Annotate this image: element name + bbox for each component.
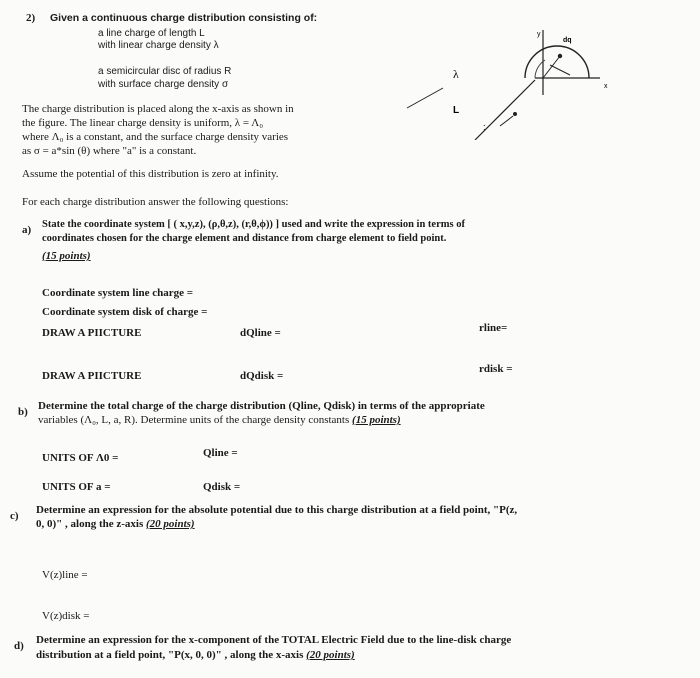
x-axis-label: x xyxy=(604,83,608,90)
surface-density-text: with surface charge density σ xyxy=(98,79,229,90)
part-d-text-2-body: distribution at a field point, "P(x, 0, 0)" , along the x-axis xyxy=(36,649,307,661)
line-element-mark xyxy=(500,116,513,126)
units-lambda-label: UNITS OF Λ0 = xyxy=(42,452,119,464)
part-b-text-2 xyxy=(38,414,401,427)
part-d-points: (20 points) xyxy=(306,649,355,661)
line-charge-text: a line charge of length L xyxy=(98,28,205,39)
part-a-label: a) xyxy=(22,224,32,236)
part-c-label: c) xyxy=(10,510,19,522)
problem-number: 2) xyxy=(26,12,36,24)
part-a-points: (15 points) xyxy=(42,250,91,262)
desc-line-1: The charge distribution is placed along the x-axis as shown in xyxy=(22,103,294,115)
disc-radius-line xyxy=(543,56,560,78)
lambda-label: λ xyxy=(453,67,459,81)
desc-line-3: where Λ₀ is a constant, and the surface charge density varies xyxy=(22,131,289,143)
r-line-label: rline= xyxy=(479,322,508,334)
linear-density-text: with linear charge density λ xyxy=(98,40,219,51)
line-charge-left-segment xyxy=(407,88,443,108)
L-label: L xyxy=(453,105,460,116)
part-a-text-1: State the coordinate system [ ( x,y,z), (ρ,θ,z), (r,θ,ϕ)) ] used and write the expression in terms of xyxy=(42,219,465,230)
dq-label: dq xyxy=(563,37,572,44)
dq-point xyxy=(558,54,562,58)
desc-line-2: the figure. The linear charge density is uniform, λ = Λ₀ xyxy=(22,117,264,129)
for-each-text: For each charge distribution answer the following questions: xyxy=(22,196,289,208)
v-disk-label: V(z)disk = xyxy=(42,610,90,622)
part-c-text-1: Determine an expression for the absolute potential due to this charge distribution at a field point, "P(z, xyxy=(36,504,518,516)
part-b-text-2-body: variables (Λ₀, L, a, R). Determine units of the charge density constants xyxy=(38,414,353,426)
part-b-text-1: Determine the total charge of the charge distribution (Qline, Qdisk) in terms of the appropriate xyxy=(38,400,485,412)
draw-picture-1: DRAW A PIICTURE xyxy=(42,327,142,339)
units-a-label: UNITS OF a = xyxy=(42,481,111,493)
draw-picture-2: DRAW A PIICTURE xyxy=(42,370,142,382)
semicircular-disc xyxy=(525,46,589,78)
coord-line-label: Coordinate system line charge = xyxy=(42,287,194,299)
part-c-points: (20 points) xyxy=(146,518,195,530)
dq-disk-label: dQdisk = xyxy=(240,370,284,382)
part-a-text-2: coordinates chosen for the charge element and distance from charge element to field point. xyxy=(42,233,447,244)
disc-text: a semicircular disc of radius R xyxy=(98,66,232,77)
part-d-text-2 xyxy=(36,649,355,662)
q-disk-label: Qdisk = xyxy=(203,481,241,493)
assume-text: Assume the potential of this distribution is zero at infinity. xyxy=(22,168,279,180)
line-charge-point xyxy=(513,112,517,116)
part-c-text-2 xyxy=(36,518,195,531)
dq-line-label: dQline = xyxy=(240,327,281,339)
part-c-text-2-body: 0, 0)" , along the z-axis xyxy=(36,518,146,530)
desc-line-4: as σ = a*sin (θ) where "a" is a constant. xyxy=(22,145,197,157)
y-axis-label: y xyxy=(537,31,541,38)
coord-disk-label: Coordinate system disk of charge = xyxy=(42,306,208,318)
part-d-text-1: Determine an expression for the x-component of the TOTAL Electric Field due to the line-disk charge xyxy=(36,634,512,646)
q-line-label: Qline = xyxy=(203,447,238,459)
part-b-points: (15 points) xyxy=(352,414,401,426)
part-d-label: d) xyxy=(14,640,24,652)
v-line-label: V(z)line = xyxy=(42,569,88,581)
part-b-label: b) xyxy=(18,406,28,418)
charge-distribution-figure xyxy=(395,20,625,140)
problem-intro: Given a continuous charge distribution consisting of: xyxy=(50,12,318,24)
disc-element-line xyxy=(550,65,570,75)
r-disk-label: rdisk = xyxy=(479,363,513,375)
colon-mark: : xyxy=(483,122,486,132)
